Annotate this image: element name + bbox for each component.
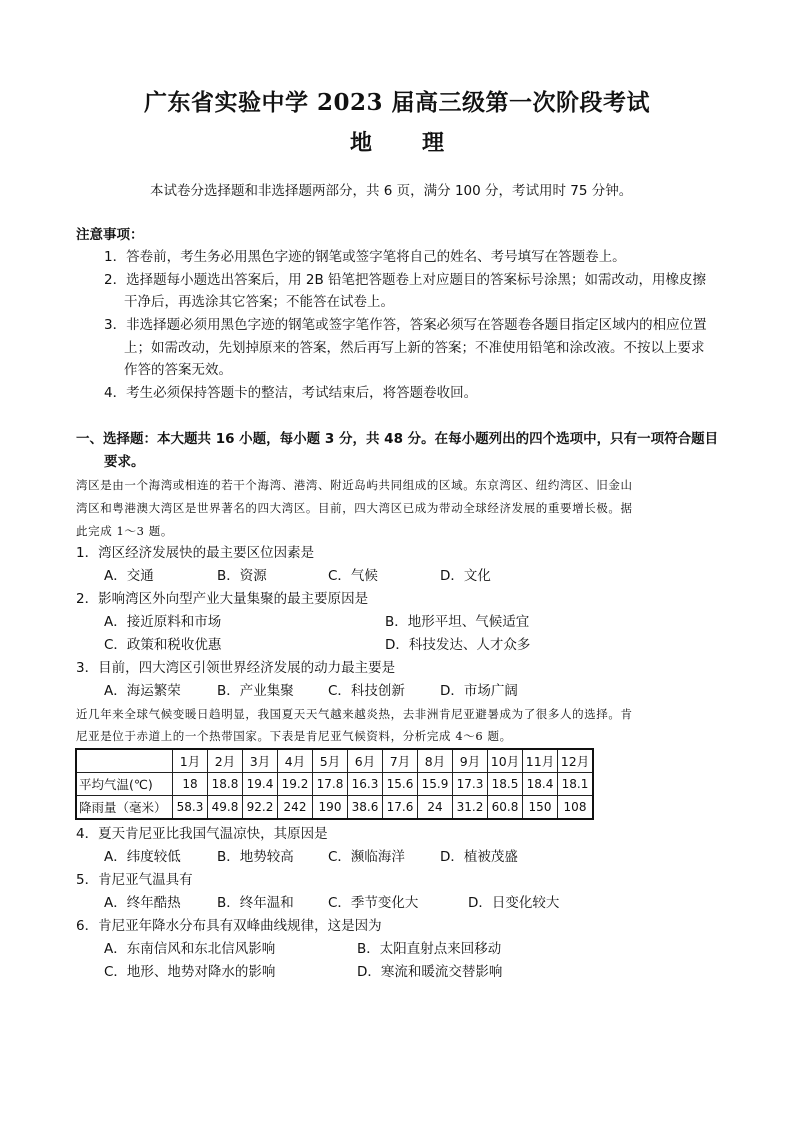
section-heading-cont: 要求。	[104, 454, 145, 470]
month-header: 12月	[558, 749, 594, 773]
month-header: 9月	[453, 749, 488, 773]
option-b: B．地势较高	[217, 849, 294, 865]
table-cell: 18.5	[488, 773, 523, 796]
table-cell: 49.8	[208, 796, 243, 820]
month-header: 5月	[313, 749, 348, 773]
table-cell: 18	[173, 773, 208, 796]
option-b: B．资源	[217, 568, 267, 584]
table-cell: 190	[313, 796, 348, 820]
passage-text: 近几年来全球气候变暖日趋明显，我国夏天天气越来越炎热，去非洲肯尼亚避暑成为了很多人的选择。肯	[76, 707, 633, 721]
table-cell: 15.9	[418, 773, 453, 796]
option-b: B．太阳直射点来回移动	[357, 941, 502, 957]
table-cell: 150	[523, 796, 558, 820]
option-b: B．产业集聚	[217, 683, 294, 699]
notice-item: 3．非选择题必须用黑色字迹的钢笔或签字笔作答，答案必须写在答题卷各题目指定区域内的相应位置	[104, 317, 707, 333]
subject-title: 地 理	[349, 130, 458, 156]
table-corner-cell	[76, 749, 173, 773]
option-b: B．地形平坦、气候适宜	[385, 614, 530, 630]
notice-heading: 注意事项：	[76, 227, 144, 243]
option-c: C．地形、地势对降水的影响	[104, 964, 276, 980]
month-header: 3月	[243, 749, 278, 773]
option-a: A．海运繁荣	[104, 683, 181, 699]
table-cell: 19.2	[278, 773, 313, 796]
month-header: 11月	[523, 749, 558, 773]
option-d: D．市场广阔	[440, 683, 518, 699]
notice-item: 上；如需改动，先划掉原来的答案，然后再写上新的答案；不准使用铅笔和涂改液。不按以上要求	[124, 340, 705, 356]
month-header: 4月	[278, 749, 313, 773]
table-cell: 17.3	[453, 773, 488, 796]
table-cell: 17.8	[313, 773, 348, 796]
option-b: B．终年温和	[217, 895, 294, 911]
table-cell: 24	[418, 796, 453, 820]
month-header: 6月	[348, 749, 383, 773]
question-stem: 5．肯尼亚气温具有	[76, 872, 193, 888]
option-a: A．纬度较低	[104, 849, 181, 865]
table-cell: 18.8	[208, 773, 243, 796]
option-c: C．季节变化大	[328, 895, 419, 911]
table-cell: 38.6	[348, 796, 383, 820]
table-cell: 17.6	[383, 796, 418, 820]
option-a: A．交通	[104, 568, 154, 584]
passage-text: 此完成 1～3 题。	[76, 524, 173, 538]
question-stem: 4．夏天肯尼亚比我国气温凉快，其原因是	[76, 826, 328, 842]
month-header: 1月	[173, 749, 208, 773]
option-c: C．濒临海洋	[328, 849, 405, 865]
notice-item: 作答的答案无效。	[124, 362, 232, 378]
table-row-temperature	[76, 773, 593, 796]
month-header: 10月	[488, 749, 523, 773]
option-d: D．科技发达、人才众多	[385, 637, 531, 653]
passage-text: 尼亚是位于赤道上的一个热带国家。下表是肯尼亚气候资料，分析完成 4～6 题。	[76, 729, 512, 743]
section-heading: 一、选择题：本大题共 16 小题，每小题 3 分，共 48 分。在每小题列出的四个选项中，只有一项符合题目	[76, 431, 719, 447]
table-cell: 92.2	[243, 796, 278, 820]
table-cell: 108	[558, 796, 594, 820]
notice-item: 干净后，再选涂其它答案；不能答在试卷上。	[124, 294, 394, 310]
option-d: D．植被茂盛	[440, 849, 518, 865]
table-cell: 31.2	[453, 796, 488, 820]
table-row-rainfall	[76, 796, 593, 820]
kenya-climate-table	[75, 748, 594, 820]
table-cell: 58.3	[173, 796, 208, 820]
table-cell: 18.4	[523, 773, 558, 796]
question-stem: 1．湾区经济发展快的最主要区位因素是	[76, 545, 315, 561]
month-header: 2月	[208, 749, 243, 773]
exam-intro: 本试卷分选择题和非选择题两部分，共 6 页，满分 100 分，考试用时 75 分钟。	[150, 183, 633, 199]
option-c: C．政策和税收优惠	[104, 637, 222, 653]
row-label: 平均气温(℃)	[76, 773, 173, 796]
table-cell: 16.3	[348, 773, 383, 796]
option-a: A．接近原料和市场	[104, 614, 222, 630]
month-header: 7月	[383, 749, 418, 773]
notice-item: 1．答卷前，考生务必用黑色字迹的钢笔或签字笔将自己的姓名、考号填写在答题卷上。	[104, 249, 626, 265]
option-d: D．日变化较大	[468, 895, 560, 911]
table-cell: 60.8	[488, 796, 523, 820]
table-header-row	[76, 749, 593, 773]
table-cell: 15.6	[383, 773, 418, 796]
table-cell: 242	[278, 796, 313, 820]
exam-title: 广东省实验中学 2023 届高三级第一次阶段考试	[143, 89, 651, 116]
row-label: 降雨量（毫米）	[76, 796, 173, 820]
option-d: D．寒流和暖流交替影响	[357, 964, 503, 980]
option-c: C．科技创新	[328, 683, 405, 699]
month-header: 8月	[418, 749, 453, 773]
option-a: A．东南信风和东北信风影响	[104, 941, 276, 957]
passage-text: 湾区和粤港澳大湾区是世界著名的四大湾区。目前，四大湾区已成为带动全球经济发展的重要增长极。据	[76, 501, 633, 515]
passage-text: 湾区是由一个海湾或相连的若干个海湾、港湾、附近岛屿共同组成的区域。东京湾区、纽约湾区、旧金山	[76, 478, 633, 492]
option-a: A．终年酷热	[104, 895, 181, 911]
question-stem: 6．肯尼亚年降水分布具有双峰曲线规律，这是因为	[76, 918, 382, 934]
question-stem: 2．影响湾区外向型产业大量集聚的最主要原因是	[76, 591, 369, 607]
table-cell: 18.1	[558, 773, 594, 796]
option-c: C．气候	[328, 568, 378, 584]
question-stem: 3．目前，四大湾区引领世界经济发展的动力最主要是	[76, 660, 396, 676]
notice-item: 2．选择题每小题选出答案后，用 2B 铅笔把答题卷上对应题目的答案标号涂黑；如需改动，用橡皮擦	[104, 272, 707, 288]
option-d: D．文化	[440, 568, 491, 584]
notice-item: 4．考生必须保持答题卡的整洁，考试结束后，将答题卷收回。	[104, 385, 478, 401]
table-cell: 19.4	[243, 773, 278, 796]
